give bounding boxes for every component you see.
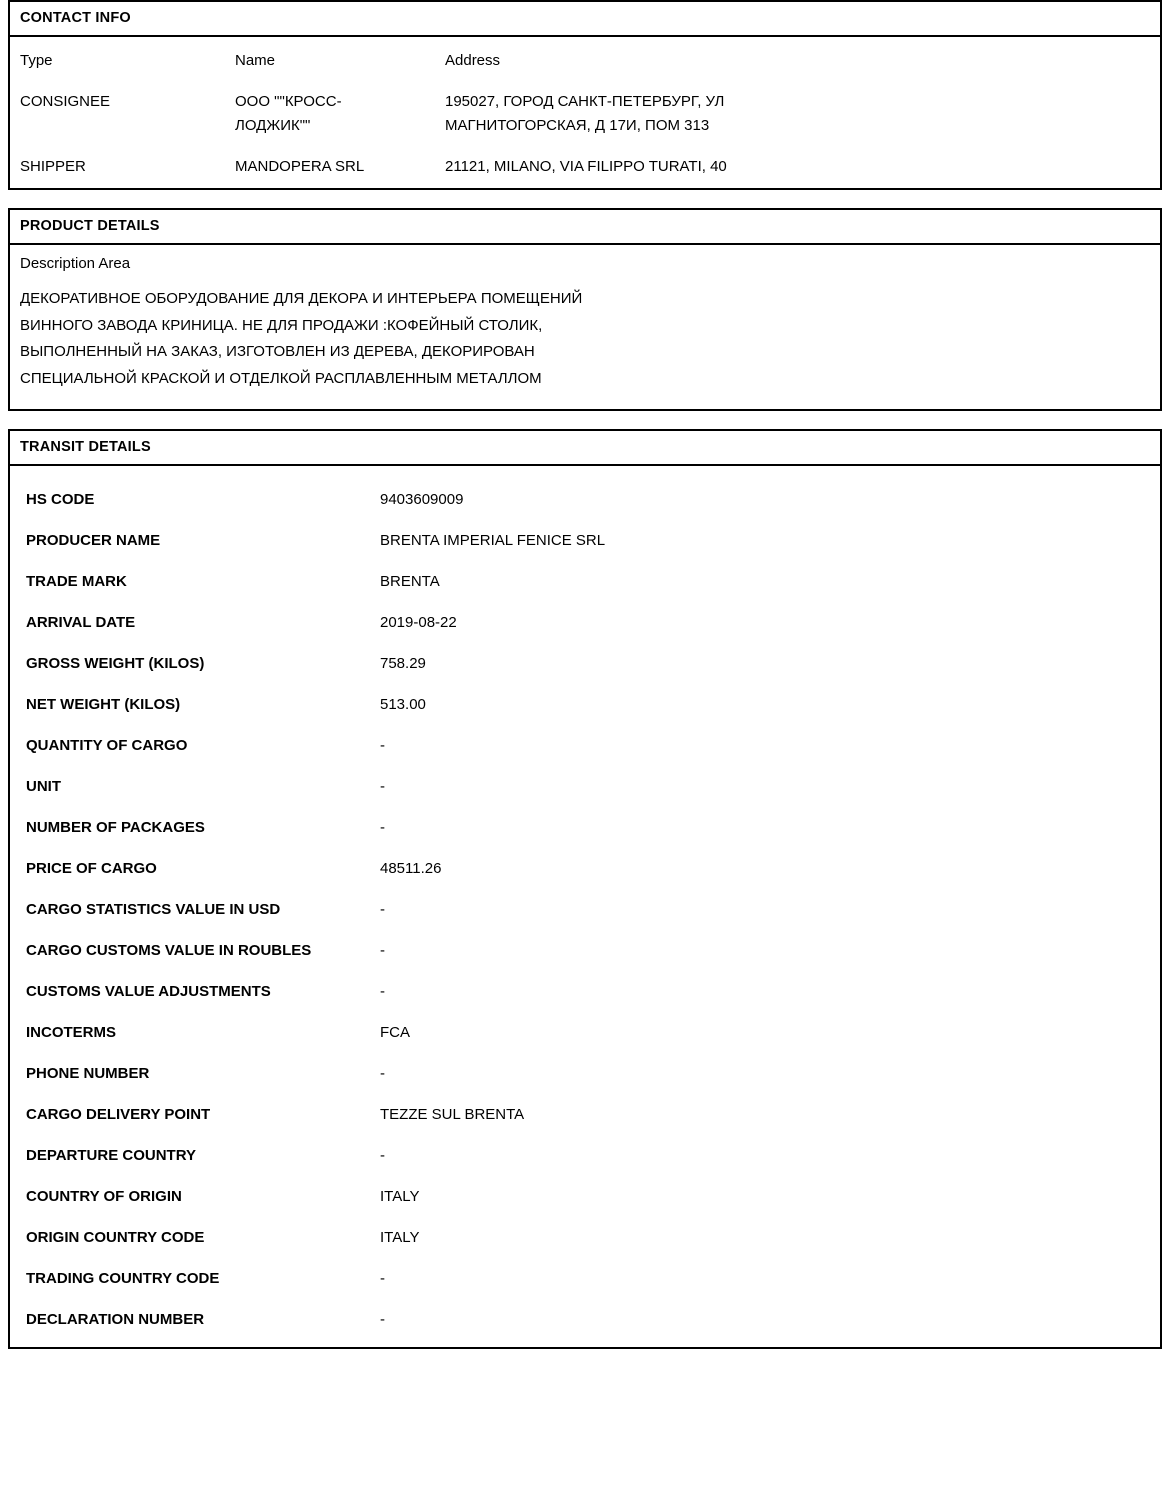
transit-row-quantity-of-cargo [20, 726, 1150, 767]
transit-value: 48511.26 [380, 859, 442, 877]
transit-value: ITALY [380, 1187, 420, 1205]
transit-label: CUSTOMS VALUE ADJUSTMENTS [26, 982, 271, 1000]
contact-address [435, 82, 1160, 147]
transit-label: INCOTERMS [26, 1023, 116, 1041]
transit-row-cargo-statistics-value-usd [20, 890, 1150, 931]
contact-address-line: 195027, ГОРОД САНКТ-ПЕТЕРБУРГ, УЛ [445, 93, 725, 111]
transit-label: PRICE OF CARGO [26, 859, 157, 877]
transit-label: UNIT [26, 777, 61, 795]
transit-value: - [380, 941, 385, 959]
transit-value: 513.00 [380, 695, 426, 713]
transit-label: DECLARATION NUMBER [26, 1310, 205, 1328]
description-text [20, 286, 1150, 393]
table-row [10, 147, 1160, 188]
contact-info-panel [8, 0, 1162, 190]
transit-row-gross-weight [20, 644, 1150, 685]
transit-label: PHONE NUMBER [26, 1064, 150, 1082]
transit-value: 2019-08-22 [380, 613, 457, 631]
transit-details-panel [8, 429, 1162, 1349]
description-line: ВИННОГО ЗАВОДА КРИНИЦА. НЕ ДЛЯ ПРОДАЖИ :КОФЕЙНЫЙ СТОЛИК, [20, 316, 543, 334]
transit-row-declaration-number [20, 1300, 1150, 1341]
transit-label: COUNTRY OF ORIGIN [26, 1187, 182, 1205]
contact-address-line: 21121, MILANO, VIA FILIPPO TURATI, 40 [445, 157, 727, 175]
contact-address [435, 147, 1160, 188]
contact-type: CONSIGNEE [20, 93, 111, 111]
transit-row-net-weight [20, 685, 1150, 726]
transit-value: - [380, 1310, 385, 1328]
transit-label: HS CODE [26, 490, 95, 508]
product-details-body [10, 245, 1160, 409]
column-header-name: Name [235, 52, 276, 69]
transit-row-cargo-customs-value-roubles [20, 931, 1150, 972]
contact-name-line: ООО ""КРОСС- [235, 93, 342, 111]
transit-row-country-of-origin [20, 1177, 1150, 1218]
contact-name [225, 147, 435, 188]
transit-row-phone-number [20, 1054, 1150, 1095]
transit-label: NET WEIGHT (KILOS) [26, 695, 181, 713]
column-header-type: Type [20, 52, 53, 69]
transit-value: TEZZE SUL BRENTA [380, 1105, 525, 1123]
contact-name-line: ЛОДЖИК"" [235, 116, 311, 134]
description-line: СПЕЦИАЛЬНОЙ КРАСКОЙ И ОТДЕЛКОЙ РАСПЛАВЛЕННЫМ МЕТАЛЛОМ [20, 370, 542, 388]
transit-value: 9403609009 [380, 490, 464, 508]
transit-value: - [380, 736, 385, 754]
transit-row-price-of-cargo [20, 849, 1150, 890]
transit-value: FCA [380, 1023, 410, 1041]
transit-label: DEPARTURE COUNTRY [26, 1146, 197, 1164]
transit-label: CARGO CUSTOMS VALUE IN ROUBLES [26, 941, 312, 959]
contact-address-line: МАГНИТОГОРСКАЯ, Д 17И, ПОМ 313 [445, 116, 710, 134]
description-area-label: Description Area [20, 255, 131, 272]
transit-details-body [10, 466, 1160, 1347]
transit-label: QUANTITY OF CARGO [26, 736, 188, 754]
transit-value: - [380, 1064, 385, 1082]
transit-row-trade-mark [20, 562, 1150, 603]
description-line: ДЕКОРАТИВНОЕ ОБОРУДОВАНИЕ ДЛЯ ДЕКОРА И ИНТЕРЬЕРА ПОМЕЩЕНИЙ [20, 290, 583, 307]
transit-label: GROSS WEIGHT (KILOS) [26, 654, 205, 672]
transit-label: PRODUCER NAME [26, 531, 161, 549]
transit-label: TRADING COUNTRY CODE [26, 1269, 220, 1287]
transit-value: BRENTA IMPERIAL FENICE SRL [380, 531, 606, 549]
transit-label: ORIGIN COUNTRY CODE [26, 1228, 205, 1246]
transit-row-number-of-packages [20, 808, 1150, 849]
transit-label: CARGO DELIVERY POINT [26, 1105, 211, 1123]
column-header-address: Address [445, 52, 501, 69]
description-line: ВЫПОЛНЕННЫЙ НА ЗАКАЗ, ИЗГОТОВЛЕН ИЗ ДЕРЕВА, ДЕКОРИРОВАН [20, 343, 535, 361]
transit-label: NUMBER OF PACKAGES [26, 818, 205, 836]
transit-value: 758.29 [380, 654, 426, 672]
transit-value: - [380, 1269, 385, 1287]
contact-name [225, 82, 435, 147]
transit-value: - [380, 982, 385, 1000]
transit-value: - [380, 1146, 385, 1164]
transit-label: ARRIVAL DATE [26, 613, 136, 631]
transit-value: BRENTA [380, 572, 440, 590]
transit-label: CARGO STATISTICS VALUE IN USD [26, 900, 281, 918]
contact-name-line: MANDOPERA SRL [235, 157, 365, 175]
table-row [10, 82, 1160, 147]
transit-row-arrival-date [20, 603, 1150, 644]
transit-row-incoterms [20, 1013, 1150, 1054]
transit-row-customs-value-adjustments [20, 972, 1150, 1013]
contact-info-table [10, 37, 1160, 188]
product-details-title: PRODUCT DETAILS [10, 210, 1160, 245]
transit-row-trading-country-code [20, 1259, 1150, 1300]
transit-row-unit [20, 767, 1150, 808]
table-header-row [10, 37, 1160, 82]
transit-value: - [380, 900, 385, 918]
contact-info-body [10, 37, 1160, 188]
transit-row-cargo-delivery-point [20, 1095, 1150, 1136]
contact-type: SHIPPER [20, 157, 86, 175]
contact-info-title: CONTACT INFO [10, 2, 1160, 37]
product-details-panel [8, 208, 1162, 411]
transit-details-title: TRANSIT DETAILS [10, 431, 1160, 466]
transit-row-hs-code [20, 480, 1150, 521]
transit-value: - [380, 777, 385, 795]
transit-value: ITALY [380, 1228, 420, 1246]
transit-label: TRADE MARK [26, 572, 127, 590]
transit-value: - [380, 818, 385, 836]
transit-row-origin-country-code [20, 1218, 1150, 1259]
transit-row-departure-country [20, 1136, 1150, 1177]
transit-row-producer-name [20, 521, 1150, 562]
